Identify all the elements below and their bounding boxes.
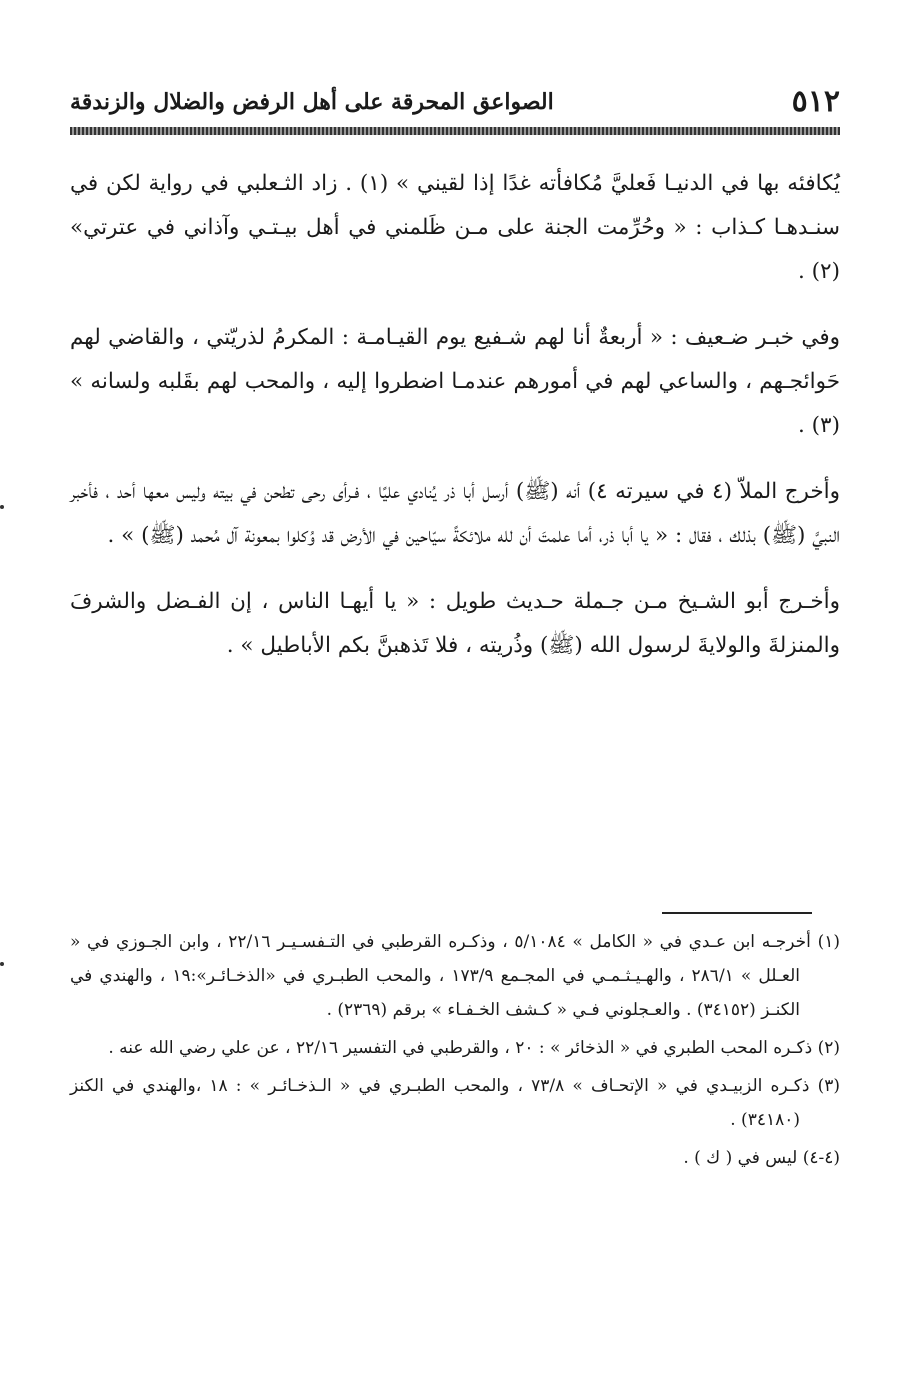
- running-title: الصواعق المحرقة على أهل الرفض والضلال والزندقة: [70, 89, 554, 115]
- footnote-1: (١) أخرجـه ابن عـدي في « الكامل » ٥/١٠٨٤ ، وذكـره القرطبي في التـفسـيـر ٢٢/١٦ ، وابن الجـوزي في « العـلل » ٢٨٦/١ ، والهـيـثـمـي في المجـمع ١٧٣/٩ ، والمحب الطبـري في «الذخـائـر»:١٩ ، والهندي في الكنـز (٣٤١٥٢) . والعـجلوني فـي « كـشف الخـفـاء » برقم (٢٣٦٩) .: [70, 932, 840, 1020]
- footnote-3: (٣) ذكـره الزبيـدي في « الإتحـاف » ٧٣/٨ ، والمحب الطبـري في « الـذخـائـر » : ١٨ ،والهندي في الكنز (٣٤١٨٠) .: [70, 1076, 841, 1130]
- paragraph-1: يُكافئه بها في الدنيـا فَعليَّ مُكافأته غدًا إذا لقيني » (١) . زاد الثـعلبي في رواية لكن في سنـدهـا كـذاب : « وحُرِّمت الجنة على مـن ظَلمني في أهل بيـتـي وآذاني في عترتي» (٢) .: [70, 171, 840, 284]
- footnote-2: (٢) ذكـره المحب الطبري في « الذخائر » : ٢٠ ، والقرطبي في التفسير ٢٢/١٦ ، عن علي رضي الله عنه .: [108, 1038, 840, 1058]
- scan-mark: [0, 505, 4, 509]
- page-header: [70, 82, 840, 122]
- paragraph-2: وفي خبـر ضـعيف : « أربعةٌ أنا لهم شـفيع يوم القيـامـة : المكرمُ لذريّتي ، والقاضي لهم حَوائجـهم ، والساعي لهم في أمورهم عندمـا اضطروا إليه ، والمحب لهم بقَلبه ولسانه » (٣) .: [70, 325, 840, 438]
- scan-mark: [0, 962, 4, 966]
- page-number: ٥١٢: [791, 84, 840, 119]
- main-text: [70, 162, 840, 690]
- footnote-separator: [662, 912, 812, 914]
- footnote-4: (٤-٤) ليس في ( ك ) .: [683, 1148, 840, 1168]
- header-rule: [70, 127, 840, 135]
- footnotes: [70, 925, 840, 1179]
- paragraph-3: وأخرج الملاّ (٤ في سيرته ٤) أنه (ﷺ) أرسل أبا ذر يُنادي عليًا ، فـرأى رحى تطحن في بيته وليس معها أحد ، فأخبر النبيَّ (ﷺ) بذلك ، فقال : « يا أبا ذر، أما علمتَ أن لله ملائكةً سيّاحين في الأرض قد وُكلوا بمعونة آل مُحمد (ﷺ) » .: [70, 479, 841, 548]
- paragraph-4: وأخـرج أبو الشـيخ مـن جـملة حـديث طويل : « يا أيهـا الناس ، إن الفـضل والشرفَ والمنزلةَ والولايةَ لرسول الله (ﷺ) وذُريته ، فلا تَذهبنَّ بكم الأباطيل » .: [70, 589, 840, 658]
